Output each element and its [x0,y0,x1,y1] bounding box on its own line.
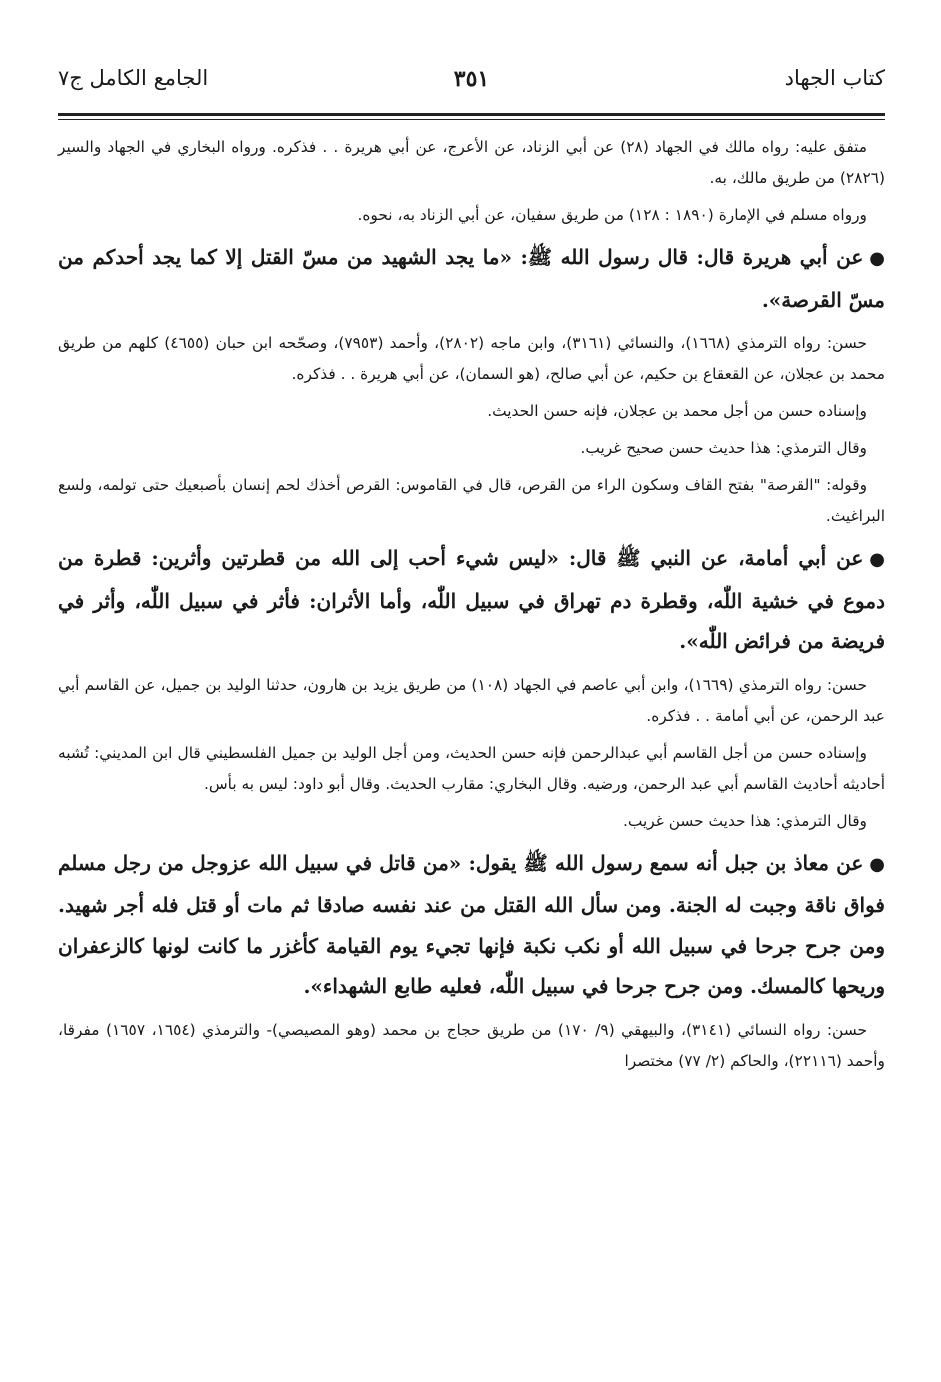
takhrij-note: حسن: رواه النسائي (٣١٤١)، والبيهقي (٩/ ١٧٠) من طريق حجاج بن محمد (وهو المصيصي)- والترمذي (١٦٥٤، ١٦٥٧) مفرقا، وأحمد (٢٢١١٦)، والحاكم (٢/ ٧٧) مختصرا [58,1020,885,1070]
takhrij-note: ورواه مسلم في الإمارة (١٨٩٠ : ١٢٨) من طريق سفيان، عن أبي الزناد به، نحوه. [357,206,867,224]
takhrij-note: متفق عليه: رواه مالك في الجهاد (٢٨) عن أبي الزناد، عن الأعرج، عن أبي هريرة . . فذكره. ورواه البخاري في الجهاد والسير (٢٨٢٦) من طريق مالك، به. [58,138,885,187]
takhrij-note: وإسناده حسن من أجل محمد بن عجلان، فإنه حسن الحديث. [487,402,867,420]
hadith-text [58,538,885,662]
page-number: ٣٥١ [453,66,490,92]
volume-title: الجامع الكامل ج٧ [58,66,209,90]
book-title: كتاب الجهاد [784,66,885,90]
page-header [58,66,885,108]
bullet-icon: ● [869,549,885,570]
hadith-text [58,843,885,1007]
page-body [58,132,885,1083]
header-rule-thick [58,113,885,116]
takhrij-note: وإسناده حسن من أجل القاسم أبي عبدالرحمن فإنه حسن الحديث، ومن أجل الوليد بن جميل الفلسطيني قال ابن المديني: تُشبه أحاديثه أحاديث القاسم أبي عبد الرحمن، ورضيه. وقال البخاري: مقارب الحديث. وقال أبو داود: ليس به بأس. [58,743,885,793]
header-rule-thin [58,119,885,120]
hadith-body: عن معاذ بن جبل أنه سمع رسول الله ﷺ يقول: «من قاتل في سبيل الله عزوجل من رجل مسلم فواق ناقة وجبت له الجنة. ومن سأل الله القتل من عند نفسه صادقا ثم مات أو قتل فله أجر شهيد. ومن جرح جرحا في سبيل الله أو نكب نكبة فإنها تجيء يوم القيامة كأغزر ما كانت لونها كالزعفران وريحها كالمسك. ومن جرح جرحا في سبيل اللّٰه، فعليه طابع الشهداء». [58,850,885,998]
takhrij-note: وقال الترمذي: هذا حديث حسن غريب. [622,811,867,830]
takhrij-note: وقال الترمذي: هذا حديث حسن صحيح غريب. [580,439,867,457]
takhrij-note: حسن: رواه الترمذي (١٦٦٩)، وابن أبي عاصم في الجهاد (١٠٨) من طريق يزيد بن هارون، حدثنا الوليد بن جميل، عن القاسم أبي عبد الرحمن، عن أبي أمامة . . فذكره. [58,675,885,725]
bullet-icon: ● [869,248,885,269]
bullet-icon: ● [869,853,886,875]
hadith-body: عن أبي هريرة قال: قال رسول الله ﷺ: «ما يجد الشهيد من مسّ القتل إلا كما يجد أحدكم من مسّ القرصة». [58,245,885,312]
hadith-text [58,237,885,320]
takhrij-note: حسن: رواه الترمذي (١٦٦٨)، والنسائي (٣١٦١)، وابن ماجه (٢٨٠٢)، وأحمد (٧٩٥٣)، وصحّحه ابن حبان (٤٦٥٥) كلهم من طريق محمد بن عجلان، عن القعقاع بن حكيم، عن أبي صالح، (هو السمان)، عن أبي هريرة . . فذكره. [58,334,885,383]
takhrij-note: وقوله: "القرصة" بفتح القاف وسكون الراء من القرص، قال في القاموس: القرص أخذك لحم إنسان بأصبعيك حتى تولمه، ولسع البراغيث. [58,476,885,525]
hadith-body: عن أبي أمامة، عن النبي ﷺ قال: «ليس شيء أحب إلى الله من قطرتين وأثرين: قطرة من دموع في خشية اللّٰه، وقطرة دم تهراق في سبيل اللّٰه، وأما الأثران: فأثر في سبيل اللّٰه، وأثر في فريضة من فرائض اللّٰه». [58,546,885,653]
